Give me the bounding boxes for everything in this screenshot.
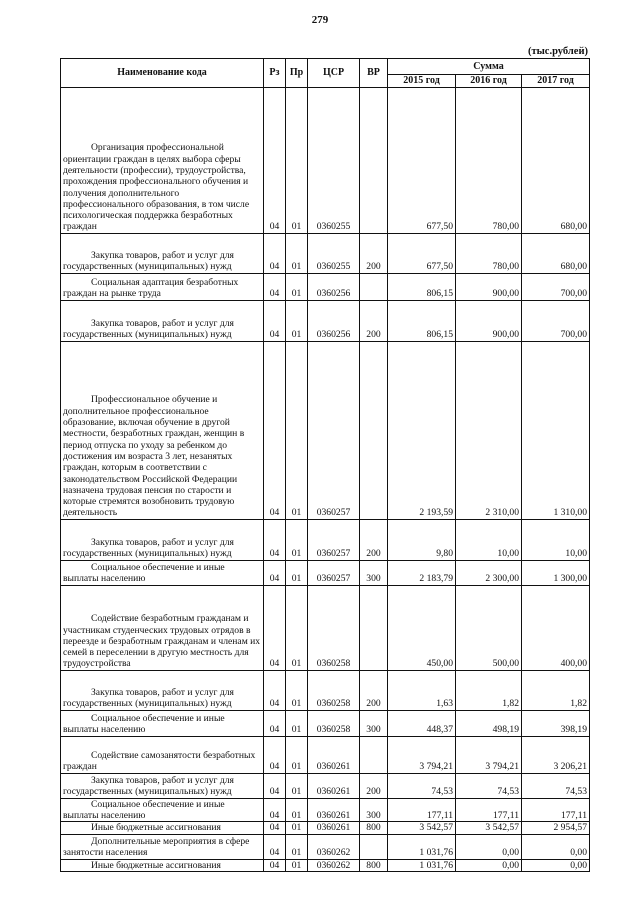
row-amount-2016: 2 300,00 <box>456 560 522 585</box>
row-amount-2015: 2 183,79 <box>388 560 456 585</box>
row-name: Закупка товаров, работ и услуг для государственных (муниципальных) нужд <box>61 300 264 341</box>
row-amount-2015: 177,11 <box>388 798 456 822</box>
row-amount-2016: 74,53 <box>456 773 522 798</box>
row-name: Закупка товаров, работ и услуг для государственных (муниципальных) нужд <box>61 519 264 560</box>
row-vr: 200 <box>360 670 388 710</box>
row-vr <box>360 736 388 773</box>
table-row <box>61 834 590 859</box>
table-row <box>61 585 590 670</box>
row-amount-2017: 3 206,21 <box>522 736 590 773</box>
row-rz: 04 <box>264 519 286 560</box>
row-pr: 01 <box>286 834 308 859</box>
header-year-2015: 2015 год <box>388 75 456 88</box>
row-amount-2017: 398,19 <box>522 710 590 736</box>
row-csr: 0360261 <box>308 822 360 834</box>
row-pr: 01 <box>286 300 308 341</box>
row-name: Социальное обеспечение и иные выплаты населению <box>61 798 264 822</box>
row-csr: 0360262 <box>308 834 360 859</box>
row-amount-2017: 680,00 <box>522 87 590 233</box>
row-rz: 04 <box>264 859 286 871</box>
row-amount-2017: 0,00 <box>522 834 590 859</box>
table-row <box>61 273 590 300</box>
row-name: Иные бюджетные ассигнования <box>61 859 264 871</box>
row-vr: 300 <box>360 560 388 585</box>
row-amount-2016: 0,00 <box>456 834 522 859</box>
row-rz: 04 <box>264 670 286 710</box>
row-pr: 01 <box>286 341 308 519</box>
row-name: Организация профессиональной ориентации граждан в целях выбора сферы деятельности (профессии), трудоустройства, прохождения профессионального обучения и получения дополнительного профессионального образования, в том числе психологическая поддержка безработных граждан <box>61 87 264 233</box>
row-amount-2015: 448,37 <box>388 710 456 736</box>
row-amount-2017: 0,00 <box>522 859 590 871</box>
row-vr <box>360 341 388 519</box>
row-amount-2017: 10,00 <box>522 519 590 560</box>
table-header <box>61 59 590 88</box>
row-csr: 0360257 <box>308 341 360 519</box>
row-csr: 0360256 <box>308 300 360 341</box>
row-csr: 0360258 <box>308 710 360 736</box>
row-csr: 0360261 <box>308 798 360 822</box>
row-vr: 800 <box>360 859 388 871</box>
row-vr: 200 <box>360 773 388 798</box>
header-year-2016: 2016 год <box>456 75 522 88</box>
table-body <box>61 87 590 871</box>
row-vr: 200 <box>360 519 388 560</box>
row-pr: 01 <box>286 736 308 773</box>
budget-table <box>60 58 590 872</box>
row-pr: 01 <box>286 519 308 560</box>
row-rz: 04 <box>264 560 286 585</box>
row-amount-2017: 1,82 <box>522 670 590 710</box>
header-pr: Пр <box>286 59 308 88</box>
row-amount-2015: 1 031,76 <box>388 859 456 871</box>
row-amount-2015: 450,00 <box>388 585 456 670</box>
row-amount-2017: 177,11 <box>522 798 590 822</box>
row-amount-2016: 3 794,21 <box>456 736 522 773</box>
row-name: Социальная адаптация безработных граждан на рынке труда <box>61 273 264 300</box>
row-rz: 04 <box>264 736 286 773</box>
row-csr: 0360257 <box>308 519 360 560</box>
page-number: 279 <box>311 14 329 26</box>
row-name: Закупка товаров, работ и услуг для государственных (муниципальных) нужд <box>61 233 264 273</box>
row-rz: 04 <box>264 822 286 834</box>
row-amount-2015: 9,80 <box>388 519 456 560</box>
row-vr <box>360 585 388 670</box>
row-amount-2015: 806,15 <box>388 300 456 341</box>
row-pr: 01 <box>286 233 308 273</box>
row-amount-2015: 806,15 <box>388 273 456 300</box>
header-rz: Рз <box>264 59 286 88</box>
row-amount-2017: 2 954,57 <box>522 822 590 834</box>
row-amount-2015: 1 031,76 <box>388 834 456 859</box>
row-name: Содействие самозанятости безработных граждан <box>61 736 264 773</box>
row-amount-2015: 677,50 <box>388 87 456 233</box>
table-row <box>61 736 590 773</box>
table-row <box>61 560 590 585</box>
row-rz: 04 <box>264 710 286 736</box>
row-amount-2017: 1 310,00 <box>522 341 590 519</box>
row-amount-2017: 700,00 <box>522 300 590 341</box>
row-pr: 01 <box>286 585 308 670</box>
table-row <box>61 670 590 710</box>
row-name: Закупка товаров, работ и услуг для государственных (муниципальных) нужд <box>61 670 264 710</box>
row-vr: 800 <box>360 822 388 834</box>
row-rz: 04 <box>264 341 286 519</box>
row-pr: 01 <box>286 798 308 822</box>
row-amount-2017: 74,53 <box>522 773 590 798</box>
row-amount-2016: 900,00 <box>456 273 522 300</box>
row-amount-2017: 700,00 <box>522 273 590 300</box>
row-pr: 01 <box>286 87 308 233</box>
row-amount-2016: 0,00 <box>456 859 522 871</box>
row-amount-2015: 74,53 <box>388 773 456 798</box>
row-amount-2016: 498,19 <box>456 710 522 736</box>
row-amount-2016: 177,11 <box>456 798 522 822</box>
units-label: (тыс.рублей) <box>527 46 588 57</box>
row-rz: 04 <box>264 585 286 670</box>
row-pr: 01 <box>286 710 308 736</box>
table-row <box>61 710 590 736</box>
row-name: Закупка товаров, работ и услуг для государственных (муниципальных) нужд <box>61 773 264 798</box>
row-name: Дополнительные мероприятия в сфере занятости населения <box>61 834 264 859</box>
row-csr: 0360256 <box>308 273 360 300</box>
row-amount-2016: 780,00 <box>456 233 522 273</box>
row-amount-2015: 3 794,21 <box>388 736 456 773</box>
table-row <box>61 773 590 798</box>
row-name: Профессиональное обучение и дополнительное профессиональное образование, включая обучение в другой местности, безработных граждан, женщин в период отпуска по уходу за ребенком до достижения им возраста 3 лет, незанятых граждан, которым в соответствии с законодательством Российской Федерации назначена трудовая пенсия по старости и которые стремятся возобновить трудовую деятельность <box>61 341 264 519</box>
row-rz: 04 <box>264 233 286 273</box>
row-rz: 04 <box>264 300 286 341</box>
row-amount-2017: 400,00 <box>522 585 590 670</box>
row-rz: 04 <box>264 834 286 859</box>
row-amount-2015: 1,63 <box>388 670 456 710</box>
row-pr: 01 <box>286 670 308 710</box>
row-amount-2016: 780,00 <box>456 87 522 233</box>
header-year-2017: 2017 год <box>522 75 590 88</box>
row-csr: 0360262 <box>308 859 360 871</box>
table-row <box>61 859 590 871</box>
row-vr: 200 <box>360 300 388 341</box>
row-csr: 0360261 <box>308 773 360 798</box>
row-amount-2016: 1,82 <box>456 670 522 710</box>
row-amount-2015: 3 542,57 <box>388 822 456 834</box>
row-rz: 04 <box>264 273 286 300</box>
row-amount-2015: 677,50 <box>388 233 456 273</box>
row-pr: 01 <box>286 560 308 585</box>
row-name: Содействие безработным гражданам и участникам студенческих трудовых отрядов в переезде и безработным гражданам и членам их семей в переселении в другую местность для трудоустройства <box>61 585 264 670</box>
row-csr: 0360257 <box>308 560 360 585</box>
table-row <box>61 519 590 560</box>
row-name: Иные бюджетные ассигнования <box>61 822 264 834</box>
row-vr <box>360 87 388 233</box>
row-amount-2015: 2 193,59 <box>388 341 456 519</box>
row-amount-2017: 1 300,00 <box>522 560 590 585</box>
row-vr <box>360 273 388 300</box>
row-amount-2017: 680,00 <box>522 233 590 273</box>
row-amount-2016: 10,00 <box>456 519 522 560</box>
row-amount-2016: 2 310,00 <box>456 341 522 519</box>
table-row <box>61 341 590 519</box>
table-row <box>61 233 590 273</box>
table-row <box>61 798 590 822</box>
header-csr: ЦСР <box>308 59 360 88</box>
row-amount-2016: 500,00 <box>456 585 522 670</box>
row-csr: 0360258 <box>308 585 360 670</box>
row-vr: 300 <box>360 710 388 736</box>
row-amount-2016: 900,00 <box>456 300 522 341</box>
table-row <box>61 822 590 834</box>
row-csr: 0360255 <box>308 87 360 233</box>
header-sum: Сумма <box>388 59 590 75</box>
table-row <box>61 300 590 341</box>
row-pr: 01 <box>286 273 308 300</box>
header-name: Наименование кода <box>61 59 264 88</box>
row-rz: 04 <box>264 87 286 233</box>
row-vr: 300 <box>360 798 388 822</box>
row-name: Социальное обеспечение и иные выплаты населению <box>61 710 264 736</box>
header-vr: ВР <box>360 59 388 88</box>
row-rz: 04 <box>264 773 286 798</box>
row-vr: 200 <box>360 233 388 273</box>
row-vr <box>360 834 388 859</box>
row-pr: 01 <box>286 859 308 871</box>
table-row <box>61 87 590 233</box>
row-rz: 04 <box>264 798 286 822</box>
row-pr: 01 <box>286 773 308 798</box>
row-csr: 0360261 <box>308 736 360 773</box>
row-csr: 0360258 <box>308 670 360 710</box>
row-amount-2016: 3 542,57 <box>456 822 522 834</box>
row-csr: 0360255 <box>308 233 360 273</box>
row-name: Социальное обеспечение и иные выплаты населению <box>61 560 264 585</box>
row-pr: 01 <box>286 822 308 834</box>
